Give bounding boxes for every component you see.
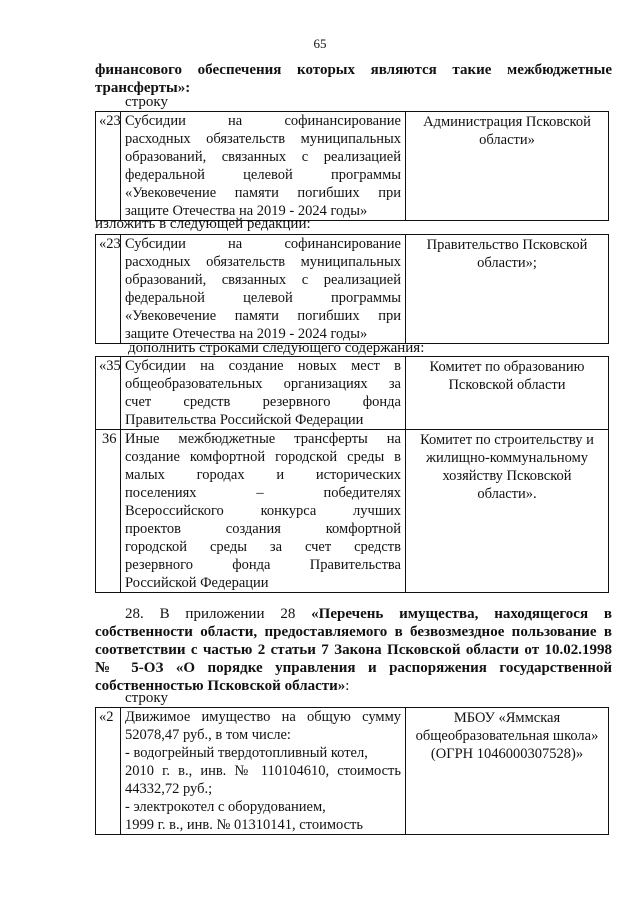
row-administrator: [406, 430, 609, 593]
text-line: 2010 г. в., инв. № 110104610, стоимость: [125, 763, 401, 779]
table-row: [96, 708, 609, 835]
row-recipient: [406, 708, 609, 835]
table-row: [96, 235, 609, 344]
text-line: федеральной целевой программы: [125, 290, 401, 306]
text-line: малых городах и исторических: [125, 467, 401, 483]
text-line: хозяйству Псковской: [442, 468, 572, 484]
text-line: 1999 г. в., инв. № 01310141, стоимость: [125, 817, 363, 833]
row-administrator: [406, 235, 609, 344]
text-line: Субсидии на создание новых мест в: [125, 358, 401, 374]
text-line: создание комфортной городской среды в: [125, 449, 401, 465]
row-description: [121, 235, 406, 344]
text-line: Комитет по строительству и: [420, 432, 594, 448]
table-3-added-rows: [95, 356, 609, 593]
note-row-word-1: строку: [125, 94, 168, 110]
section-28-paragraph: [95, 605, 612, 695]
row-description: [121, 112, 406, 221]
text-line: «Увековечение памяти погибших при: [125, 185, 401, 201]
intro-paragraph: финансового обеспечения которых являются такие межбюджетные трансферты»:: [95, 62, 612, 96]
text-line: области».: [477, 486, 537, 502]
row-number: 36: [96, 430, 121, 593]
text-line: резервного фонда Правительства: [125, 557, 401, 573]
text-line: поселениях – победителях: [125, 485, 401, 501]
text-line: общеобразовательных организациях за: [125, 376, 401, 392]
text-line: - электрокотел с оборудованием,: [125, 799, 326, 815]
text-line: защите Отечества на 2019 - 2024 годы»: [125, 203, 368, 219]
table-row: [96, 430, 609, 593]
note-row-word-2: строку: [125, 690, 168, 706]
section-28-tail: :: [345, 678, 350, 694]
text-line: (ОГРН 1046000307528)»: [430, 746, 584, 762]
text-line: защите Отечества на 2019 - 2024 годы»: [125, 326, 368, 342]
text-line: расходных обязательств муниципальных: [125, 254, 401, 270]
table-4-property-row: [95, 707, 609, 835]
row-number: «23: [96, 112, 121, 221]
text-line: счет средств резервного фонда: [125, 394, 401, 410]
row-number: «2: [96, 708, 121, 835]
page-number: 65: [313, 36, 327, 51]
text-line: городской среды за счет средств: [125, 539, 401, 555]
text-line: образований, связанных с реализацией: [125, 272, 401, 288]
text-line: «Увековечение памяти погибших при: [125, 308, 401, 324]
text-line: области»: [479, 132, 535, 148]
row-description: [121, 708, 406, 835]
row-number: «35: [96, 357, 121, 430]
text-line: Иные межбюджетные трансферты на: [125, 431, 401, 447]
text-line: Движимое имущество на общую сумму: [125, 709, 401, 725]
row-number: «23: [96, 235, 121, 344]
text-line: расходных обязательств муниципальных: [125, 131, 401, 147]
text-line: 52078,47 руб., в том числе:: [125, 727, 291, 743]
text-line: Субсидии на софинансирование: [125, 113, 401, 129]
text-line: Всероссийского конкурса лучших: [125, 503, 401, 519]
text-line: Правительство Псковской: [426, 237, 588, 253]
row-description: [121, 430, 406, 593]
text-line: проектов создания комфортной: [125, 521, 401, 537]
table-row: [96, 357, 609, 430]
text-line: жилищно-коммунальному: [426, 450, 588, 466]
text-line: образований, связанных с реализацией: [125, 149, 401, 165]
text-line: Псковской области: [448, 377, 566, 393]
text-line: МБОУ «Яммская: [453, 710, 561, 726]
text-line: общеобразовательная школа»: [415, 728, 599, 744]
text-line: - водогрейный твердотопливный котел,: [125, 745, 368, 761]
note-replace: изложить в следующей редакции:: [95, 216, 311, 232]
text-line: Субсидии на софинансирование: [125, 236, 401, 252]
table-row: [96, 112, 609, 221]
text-line: федеральной целевой программы: [125, 167, 401, 183]
table-1-original-row: [95, 111, 609, 221]
section-28-title: «Перечень имущества, находящегося в собственности области, предоставляемого в безвозмездное пользование в соответствии с частью 2 статьи 7 Закона Псковской области от 10.02.1998 № 5-ОЗ «О порядке управления и распоряжения государственной собственностью Псковской области»: [95, 606, 613, 694]
text-line: 44332,72 руб.;: [125, 781, 213, 797]
table-2-new-row: [95, 234, 609, 344]
row-administrator: [406, 357, 609, 430]
text-line: Российской Федерации: [125, 575, 269, 591]
row-description: [121, 357, 406, 430]
text-line: Комитет по образованию: [429, 359, 585, 375]
text-line: области»;: [477, 255, 537, 271]
section-28-lead: 28. В приложении 28: [125, 606, 312, 622]
note-add-rows: дополнить строками следующего содержания:: [128, 340, 425, 356]
text-line: Правительства Российской Федерации: [125, 412, 364, 428]
row-administrator: [406, 112, 609, 221]
text-line: Администрация Псковской: [423, 114, 591, 130]
